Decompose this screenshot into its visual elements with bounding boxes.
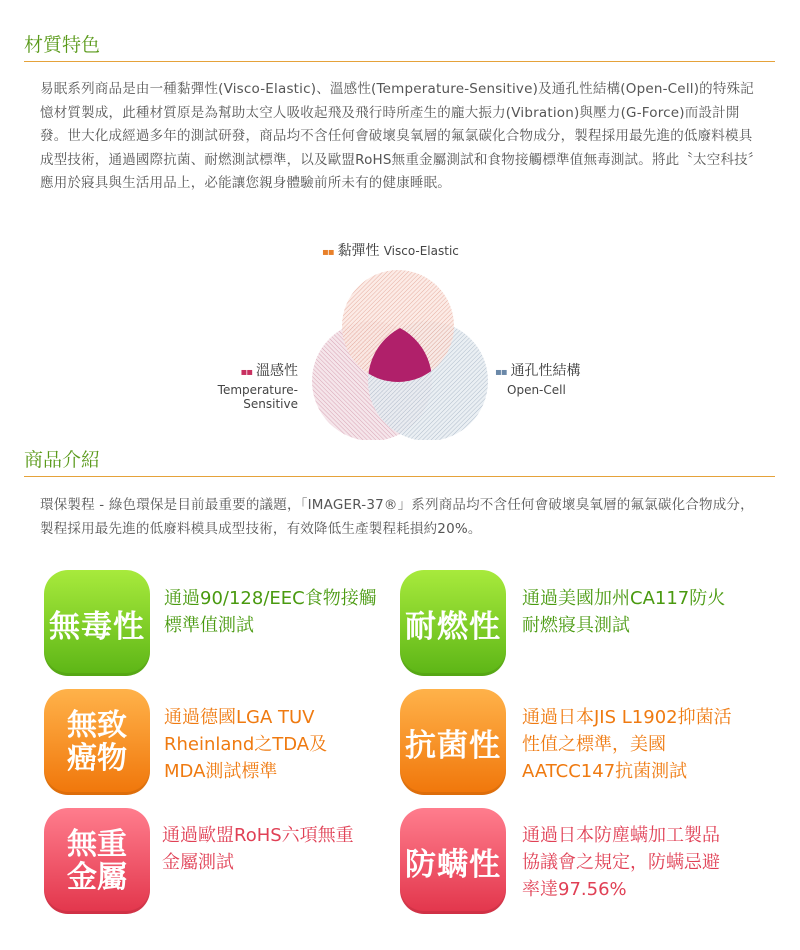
badge-non-carcinogenic-line1: 無致: [67, 708, 127, 743]
venn-dots-icon: ▪▪: [495, 367, 507, 378]
venn-diagram: [0, 230, 800, 440]
product-paragraph: 環保製程 - 綠色環保是目前最重要的議題，「IMAGER-37®」系列商品均不含任何會破壞臭氧層的氟氯碳化合物成分，製程採用最先進的低廢料模具成型技術，有效降低生產製程耗損約20%。: [40, 497, 754, 537]
venn-graphic: [0, 230, 800, 440]
badge-flame-resistant-label: 耐燃性: [405, 608, 501, 645]
venn-label-right: [495, 360, 581, 397]
venn-dots-icon: ▪▪: [322, 247, 334, 258]
badge-dust-mite-resistant-label: 防螨性: [405, 846, 501, 883]
venn-right-en: Open-Cell: [507, 383, 566, 397]
material-section-title: 材質特色: [24, 30, 775, 62]
badge-heavy-metal-free-line1: 無重: [67, 827, 127, 862]
venn-label-top: [322, 240, 459, 260]
venn-left-zh: 溫感性: [256, 363, 298, 379]
feature-antibacterial-text: 通過日本JIS L1902抑菌活性值之標準，美國AATCC147抗菌測試: [522, 707, 732, 782]
feature-flame-resistant-text: 通過美國加州CA117防火耐燃寢具測試: [522, 588, 726, 636]
badge-antibacterial: [400, 689, 506, 795]
venn-left-en: Temperature-Sensitive: [217, 383, 298, 411]
badge-non-toxic: [44, 570, 150, 676]
feature-non-toxic-text: 通過90/128/EEC食物接觸標準值測試: [164, 588, 377, 636]
venn-right-zh: 通孔性結構: [510, 363, 581, 379]
feature-non-carcinogenic-text: 通過德國LGA TUV Rheinland之TDA及MDA測試標準: [164, 707, 328, 782]
badge-non-toxic-label: 無毒性: [49, 608, 145, 645]
product-section-title: 商品介紹: [24, 445, 775, 477]
badge-flame-resistant: [400, 570, 506, 676]
feature-dust-mite-resistant-text: 通過日本防塵螨加工製品協議會之規定，防螨忌避率達97.56%: [522, 825, 720, 900]
venn-dots-icon: ▪▪: [240, 367, 252, 378]
feature-heavy-metal-free-text: 通過歐盟RoHS六項無重金屬測試: [162, 825, 354, 873]
badge-non-carcinogenic: [44, 689, 150, 795]
venn-label-left: [168, 360, 298, 411]
venn-top-en: Visco-Elastic: [383, 244, 459, 258]
badge-antibacterial-label: 抗菌性: [405, 727, 501, 764]
material-paragraph: 易眠系列商品是由一種黏彈性(Visco-Elastic)、溫感性(Temperature-Sensitive)及通孔性結構(Open-Cell)的特殊記憶材質製成，此種材質原是為幫助太空人吸收起飛及飛行時所產生的龐大振力(Vibration)與壓力(G-Force)而設計開發。世大化成經過多年的測試研發，商品均不含任何會破壞臭氧層的氟氯碳化合物成分，製程採用最先進的低廢料模具成型技術，通過國際抗菌、耐燃測試標準，以及歐盟RoHS無重金屬測試和食物接觸標準值無毒測試。將此〝太空科技〞應用於寢具與生活用品上，必能讓您親身體驗前所未有的健康睡眠。: [40, 81, 755, 191]
badge-heavy-metal-free: [44, 808, 150, 914]
badge-non-carcinogenic-line2: 癌物: [67, 741, 127, 776]
venn-top-zh: 黏彈性: [337, 243, 380, 259]
badge-heavy-metal-free-line2: 金屬: [67, 860, 127, 895]
badge-dust-mite-resistant: [400, 808, 506, 914]
